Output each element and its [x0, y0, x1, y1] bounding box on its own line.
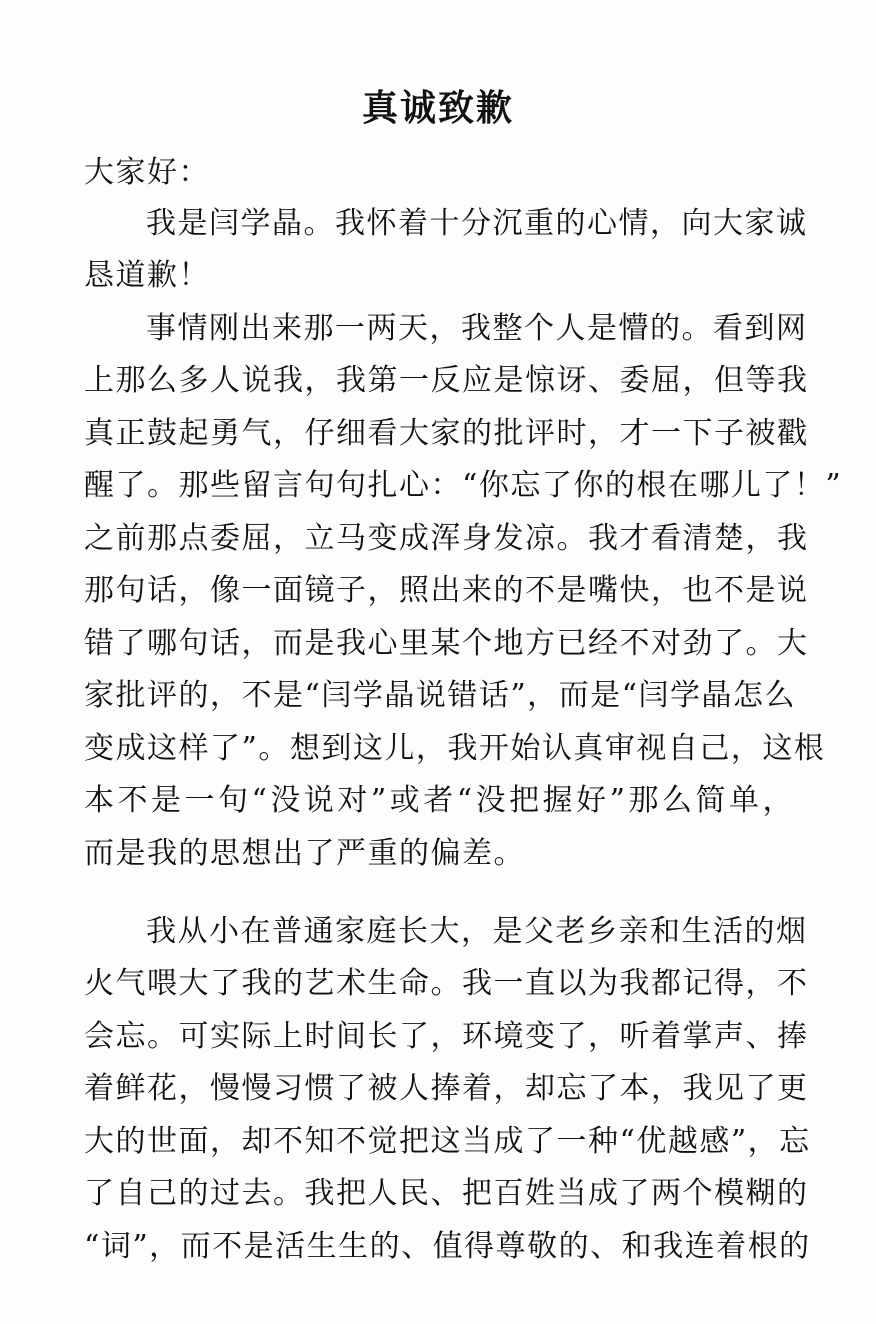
paragraph-3-line-1: 我从小在普通家庭长大，是父老乡亲和生活的烟: [146, 914, 808, 949]
paragraph-2-line-8: 家批评的，不是“闫学晶说错话”，而是“闫学晶怎么: [84, 678, 797, 713]
paragraph-2-line-3: 真正鼓起勇气，仔细看大家的批评时，才一下子被戳: [84, 416, 809, 451]
paragraph-2-line-9: 变成这样了”。想到这儿，我开始认真审视自己，这根: [84, 731, 826, 766]
paragraph-3-line-2: 火气喂大了我的艺术生命。我一直以为我都记得，不: [84, 966, 809, 1001]
paragraph-3-line-7: “词”，而不是活生生的、值得尊敬的、和我连着根的: [84, 1229, 811, 1264]
paragraph-2-line-11: 而是我的思想出了严重的偏差。: [84, 836, 525, 871]
paragraph-3-line-4: 着鲜花，慢慢习惯了被人捧着，却忘了本，我见了更: [84, 1071, 809, 1106]
document-title: 真诚致歉: [361, 87, 514, 129]
paragraph-3-line-5: 大的世面，却不知不觉把这当成了一种“优越感”，忘: [84, 1124, 811, 1159]
paragraph-2-line-5: 之前那点委屈，立马变成浑身发凉。我才看清楚，我: [84, 521, 809, 556]
paragraph-3-line-3: 会忘。可实际上时间长了，环境变了，听着掌声、捧: [84, 1019, 809, 1054]
paragraph-3-line-6: 了自己的过去。我把人民、把百姓当成了两个模糊的: [84, 1176, 809, 1211]
paragraph-1-line-2: 恳道歉！: [84, 258, 210, 293]
paragraph-2-line-10: 本不是一句“没说对”或者“没把握好”那么简单，: [84, 783, 794, 818]
greeting-line: 大家好：: [84, 155, 210, 190]
paragraph-2-line-1: 事情刚出来那一两天，我整个人是懵的。看到网: [146, 311, 808, 346]
paragraph-2-line-7: 错了哪句话，而是我心里某个地方已经不对劲了。大: [84, 626, 809, 661]
paragraph-2-line-4: 醒了。那些留言句句扎心：“你忘了你的根在哪儿了！”: [84, 468, 843, 503]
paragraph-1-line-1: 我是闫学晶。我怀着十分沉重的心情，向大家诚: [146, 206, 808, 241]
paragraph-2-line-6: 那句话，像一面镜子，照出来的不是嘴快，也不是说: [84, 573, 809, 608]
paragraph-2-line-2: 上那么多人说我，我第一反应是惊讶、委屈，但等我: [84, 363, 809, 398]
